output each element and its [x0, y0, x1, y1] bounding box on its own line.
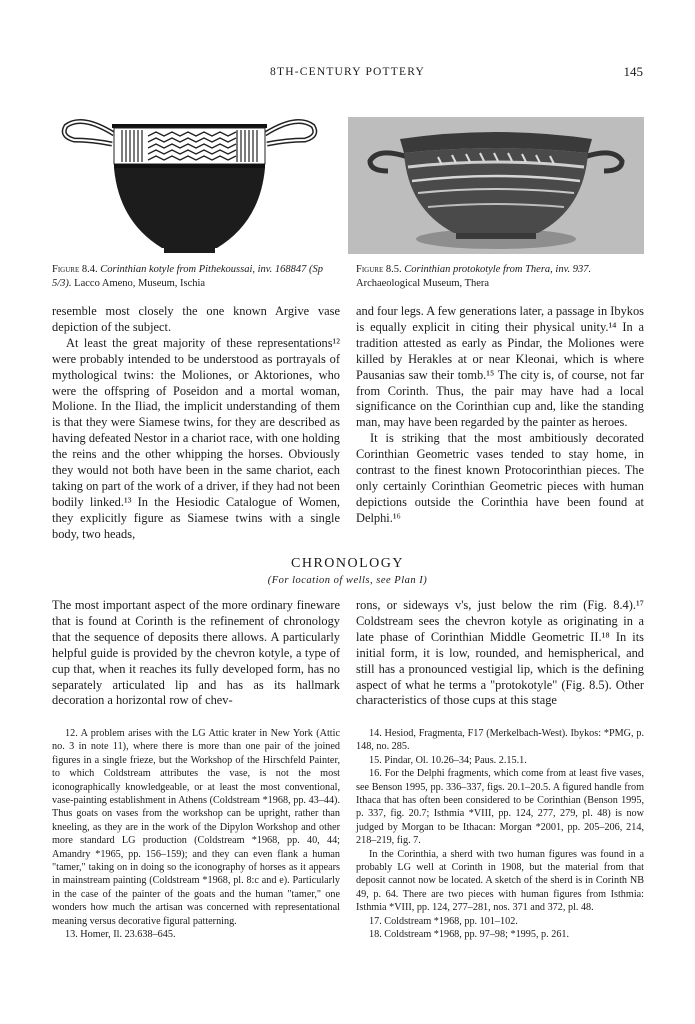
figure-8-5-photo [348, 117, 644, 254]
figure-title: Corinthian kotyle from Pithekoussai, inv. 168847 (Sp 5/3). [52, 264, 324, 289]
paragraph: and four legs. A few generations later, a passage in Ibykos is equally explicit in citing their physical unity.¹⁴ In a tradition attested as early as Pindar, the Moliones were killed by Herakles at or near Kleonai, which is where Pausanias saw their tomb.¹⁵ The city is, of course, not far from Corinth. Thus, the pair may have had a local significance on the Corinthian cup and, like the standing man, may have been regarded by the painter as heroes. [356, 304, 644, 430]
paragraph: The most important aspect of the more ordinary fineware that is found at Corinth is the refinement of chronology that the sequence of deposits there allows. A particularly helpful guide is provided by the chevron kotyle, a type of cup that, when it reaches its fully developed form, has no separately articulated lip and has as its hallmark decoration a horizontal row of chev- [52, 598, 340, 708]
figure-title: Corinthian protokotyle from Thera, inv. 937. [404, 264, 592, 275]
footnote: 18. Coldstream *1968, pp. 97–98; *1995, p. 261. [369, 929, 570, 941]
figure-8-4-drawing [52, 110, 327, 258]
footnotes-right [356, 727, 644, 942]
kotyle-drawing [52, 110, 327, 258]
footnote: 12. A problem arises with the LG Attic krater in New York (Attic no. 3 in note 11), where there is more than one pair of the joined figures in a single frieze, but the Workshop of the Hirschfeld Painter, to which Coldstream attributes the vase, is not the most iconographically knowledgeable, or at least the most conventional, vase-painting establishment in Athens (Coldstream *1968, pp. 43–44). Thus goats on vases from the workshop can be upright, rather than kneeling, as they are in the work of the Dipylon Workshop and other more standard LG production (Coldstream *1968, pp. 40, 44; Amandry *1965, pp. 156–159); and they can even flank a human "tamer," taking on in doing so the iconography of horses as it appears in mainstream painting (Coldstream *1968, pl. 8:c and e). Particularly in the case of the painter of the goats and the human "tamer," one wonders how much the artisan was concerned with representational meaning versus decorative figural patterning. [52, 728, 340, 927]
figure-8-4-caption [52, 263, 327, 291]
page-number: 145 [623, 64, 643, 79]
footnote: 13. Homer, Il. 23.638–645. [65, 929, 176, 941]
footnote: In the Corinthia, a sherd with two human figures was found in a probably LG well at Corinth in 1908, but the material from that deposit cannot now be located. A sketch of the sherd is in Corinth NB 49, p. 64. There are two pieces with human figures from Isthmia: Isthmia *VIII, pp. 124, 277–281, nos. 371 and 372, pl. 48. [356, 848, 644, 914]
figure-label: Figure 8.4. [52, 264, 98, 275]
upper-left-column [52, 304, 340, 543]
paragraph: resemble most closely the one known Argive vase depiction of the subject. [52, 304, 340, 334]
figure-location: Lacco Ameno, Museum, Ischia [74, 278, 206, 289]
footnote: 14. Hesiod, Fragmenta, F17 (Merkelbach-West). Ibykos: *PMG, p. 148, no. 285. [356, 728, 644, 753]
lower-right-column [356, 598, 644, 709]
footnote: 17. Coldstream *1968, pp. 101–102. [369, 915, 518, 927]
upper-right-column [356, 304, 644, 527]
footnote: 16. For the Delphi fragments, which come from at least five vases, see Benson 1995, pp. 336–337, figs. 20.1–20.5. A figured handle from Ithaca that has often been considered to be Corinthian (Benson 1995, p. 337, fig. 20.7; Isthmia *VIII, pp. 124, 277, 279, pl. 48) is now judged by Morgan to be Ithacan: Morgan *2001, pp. 205–206, 214, 218–219, fig. 7. [356, 768, 644, 847]
section-subtitle: (For location of wells, see Plan I) [267, 575, 428, 586]
footnote: 15. Pindar, Ol. 10.26–34; Paus. 2.15.1. [369, 754, 527, 766]
figure-8-5-caption [356, 263, 646, 291]
paragraph: rons, or sideways v's, just below the rim (Fig. 8.4).¹⁷ Coldstream sees the chevron kotyle as originating in a late phase of Corinthian Middle Geometric II.¹⁸ In its initial form, it is low, rounded, and hemispherical, and still has a pronounced vestigial lip, which is the defining aspect of what he terms a "protokotyle" (Fig. 8.5). Other characteristics of those cups at this stage [356, 598, 644, 708]
footnotes-left [52, 727, 340, 942]
figure-label: Figure 8.5. [356, 264, 402, 275]
protokotyle-photo [348, 117, 644, 254]
paragraph: At least the great majority of these representations¹² were probably intended to be understood as portrayals of mythological twins: the Moliones, or Aktoriones, who were the offspring of Poseidon and a mortal woman, Molione. In the Iliad, the implicit understanding of them is that they were Siamese twins, for they are described as having defeated Nestor in a chariot race, with one holding the reins and the other whipping the horses. Obviously they would not both have been in the same chariot, each taking on part of the work of a driver, if they had not been bodily linked.¹³ In the Hesiodic Catalogue of Women, they explicitly figure as Siamese twins with a single body, two heads, [52, 335, 340, 541]
lower-left-column [52, 598, 340, 709]
running-title: 8TH-CENTURY POTTERY [270, 66, 425, 78]
figure-location: Archaeological Museum, Thera [356, 278, 490, 289]
section-title: CHRONOLOGY [291, 556, 404, 571]
paragraph: It is striking that the most ambitiously decorated Corinthian Geometric vases tended to stay home, in contrast to the finest known Protocorinthian pieces. The only certainly Corinthian Geometric pieces with human depictions outside the Corinthia have been found at Delphi.¹⁶ [356, 431, 644, 525]
